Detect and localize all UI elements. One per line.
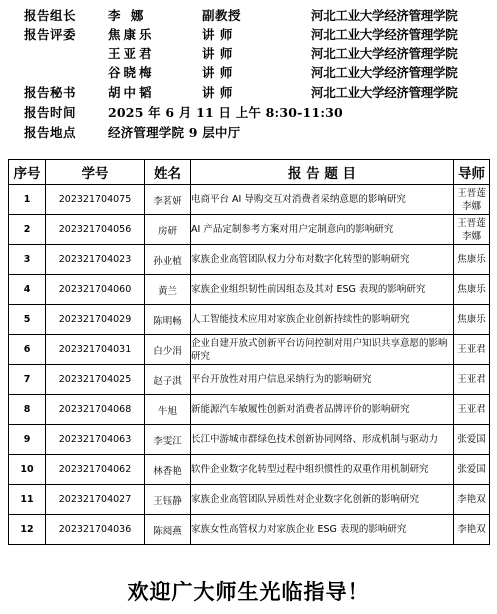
cell-no: 9	[9, 425, 46, 455]
table-row	[9, 185, 490, 215]
cell-topic: 长江中游城市群绿色技术创新协同网络、形成机制与驱动力	[191, 425, 454, 455]
cell-advisor: 焦康乐	[454, 275, 490, 305]
member-title: 讲 师	[202, 46, 233, 61]
cell-student-name: 牛旭	[145, 395, 191, 425]
member-org: 河北工业大学经济管理学院	[311, 27, 458, 42]
cell-advisor: 王亚君	[454, 335, 490, 365]
cell-advisor: 李艳双	[454, 485, 490, 515]
place-label: 报告地点	[24, 125, 77, 140]
cell-student-name: 赵子淇	[145, 365, 191, 395]
table-row	[9, 305, 490, 335]
cell-topic: 企业自建开放式创新平台访问控制对用户知识共享意愿的影响研究	[191, 335, 454, 365]
cell-no: 10	[9, 455, 46, 485]
cell-no: 2	[9, 215, 46, 245]
cell-advisor: 王晋莲 李娜	[454, 215, 490, 245]
table-header-row	[9, 160, 490, 185]
cell-student-id: 202321704031	[46, 335, 145, 365]
member-org: 河北工业大学经济管理学院	[311, 46, 458, 61]
table-row	[9, 275, 490, 305]
cell-no: 8	[9, 395, 46, 425]
time-value: 2025 年 6 月 11 日 上午 8:30-11:30	[108, 105, 343, 120]
cell-student-id: 202321704060	[46, 275, 145, 305]
table-row	[9, 245, 490, 275]
place-row	[0, 124, 497, 142]
cell-topic: 家族企业高管团队权力分布对数字化转型的影响研究	[191, 245, 454, 275]
welcome-message: 欢迎广大师生光临指导！	[127, 579, 370, 604]
place-value: 经济管理学院 9 层中厅	[108, 125, 241, 140]
member-org: 河北工业大学经济管理学院	[311, 8, 458, 23]
cell-advisor: 焦康乐	[454, 305, 490, 335]
cell-advisor: 王亚君	[454, 395, 490, 425]
member-name: 谷晓梅	[108, 65, 155, 80]
table-row	[9, 335, 490, 365]
cell-no: 3	[9, 245, 46, 275]
cell-topic: 平台开放性对用户信息采纳行为的影响研究	[191, 365, 454, 395]
cell-student-name: 房研	[145, 215, 191, 245]
committee-row	[0, 7, 497, 25]
cell-topic: 家族企业组织韧性前因组态及其对 ESG 表现的影响研究	[191, 275, 454, 305]
member-name: 胡中韬	[108, 85, 155, 100]
committee-row	[0, 45, 497, 63]
member-title: 讲 师	[202, 85, 233, 100]
cell-no: 11	[9, 485, 46, 515]
cell-advisor: 王晋莲 李娜	[454, 185, 490, 215]
committee-row	[0, 64, 497, 82]
cell-topic: 家族女性高管权力对家族企业 ESG 表现的影响研究	[191, 515, 454, 545]
header-id: 学号	[46, 160, 145, 185]
cell-advisor: 张爱国	[454, 425, 490, 455]
cell-student-id: 202321704027	[46, 485, 145, 515]
table-row	[9, 395, 490, 425]
cell-student-name: 陈明畅	[145, 305, 191, 335]
table-row	[9, 365, 490, 395]
cell-topic: 家族企业高管团队异质性对企业数字化创新的影响研究	[191, 485, 454, 515]
table-row	[9, 425, 490, 455]
cell-topic: 软件企业数字化转型过程中组织惯性的双重作用机制研究	[191, 455, 454, 485]
cell-student-id: 202321704023	[46, 245, 145, 275]
cell-topic: 人工智能技术应用对家族企业创新持续性的影响研究	[191, 305, 454, 335]
member-org: 河北工业大学经济管理学院	[311, 65, 458, 80]
role-label: 报告评委	[24, 27, 77, 42]
cell-advisor: 张爱国	[454, 455, 490, 485]
cell-student-id: 202321704036	[46, 515, 145, 545]
cell-topic: AI 产品定制参考方案对用户定制意向的影响研究	[191, 215, 454, 245]
schedule-table	[8, 159, 490, 545]
cell-no: 12	[9, 515, 46, 545]
role-label: 报告秘书	[24, 85, 77, 100]
committee-row	[0, 26, 497, 44]
member-name: 焦康乐	[108, 27, 155, 42]
cell-no: 4	[9, 275, 46, 305]
role-label: 报告组长	[24, 8, 77, 23]
cell-student-name: 黄兰	[145, 275, 191, 305]
cell-student-name: 陈阅燕	[145, 515, 191, 545]
cell-student-name: 李茗妍	[145, 185, 191, 215]
cell-no: 1	[9, 185, 46, 215]
time-row	[0, 104, 497, 122]
table-body	[9, 185, 490, 545]
cell-student-id: 202321704025	[46, 365, 145, 395]
header-advisor: 导师	[454, 160, 490, 185]
cell-student-name: 王钰静	[145, 485, 191, 515]
table-row	[9, 215, 490, 245]
cell-topic: 新能源汽车敏履性创新对消费者品牌评价的影响研究	[191, 395, 454, 425]
cell-no: 6	[9, 335, 46, 365]
cell-student-name: 孙业植	[145, 245, 191, 275]
cell-no: 7	[9, 365, 46, 395]
committee-row	[0, 84, 497, 102]
cell-student-id: 202321704062	[46, 455, 145, 485]
cell-advisor: 王亚君	[454, 365, 490, 395]
member-name: 李 娜	[108, 8, 147, 23]
cell-no: 5	[9, 305, 46, 335]
header-name: 姓名	[145, 160, 191, 185]
cell-student-id: 202321704029	[46, 305, 145, 335]
member-title: 副教授	[202, 8, 242, 23]
table-row	[9, 455, 490, 485]
table-row	[9, 515, 490, 545]
cell-topic: 电商平台 AI 导购交互对消费者采纳意愿的影响研究	[191, 185, 454, 215]
cell-student-id: 202321704075	[46, 185, 145, 215]
cell-advisor: 焦康乐	[454, 245, 490, 275]
cell-student-id: 202321704056	[46, 215, 145, 245]
member-title: 讲 师	[202, 65, 233, 80]
member-name: 王亚君	[108, 46, 155, 61]
header-topic: 报 告 题 目	[191, 160, 454, 185]
cell-student-name: 白少涓	[145, 335, 191, 365]
cell-student-id: 202321704068	[46, 395, 145, 425]
cell-student-name: 李雯江	[145, 425, 191, 455]
cell-advisor: 李艳双	[454, 515, 490, 545]
member-org: 河北工业大学经济管理学院	[311, 85, 458, 100]
header-no: 序号	[9, 160, 46, 185]
cell-student-id: 202321704063	[46, 425, 145, 455]
time-label: 报告时间	[24, 105, 77, 120]
cell-student-name: 林香艳	[145, 455, 191, 485]
member-title: 讲 师	[202, 27, 233, 42]
table-row	[9, 485, 490, 515]
